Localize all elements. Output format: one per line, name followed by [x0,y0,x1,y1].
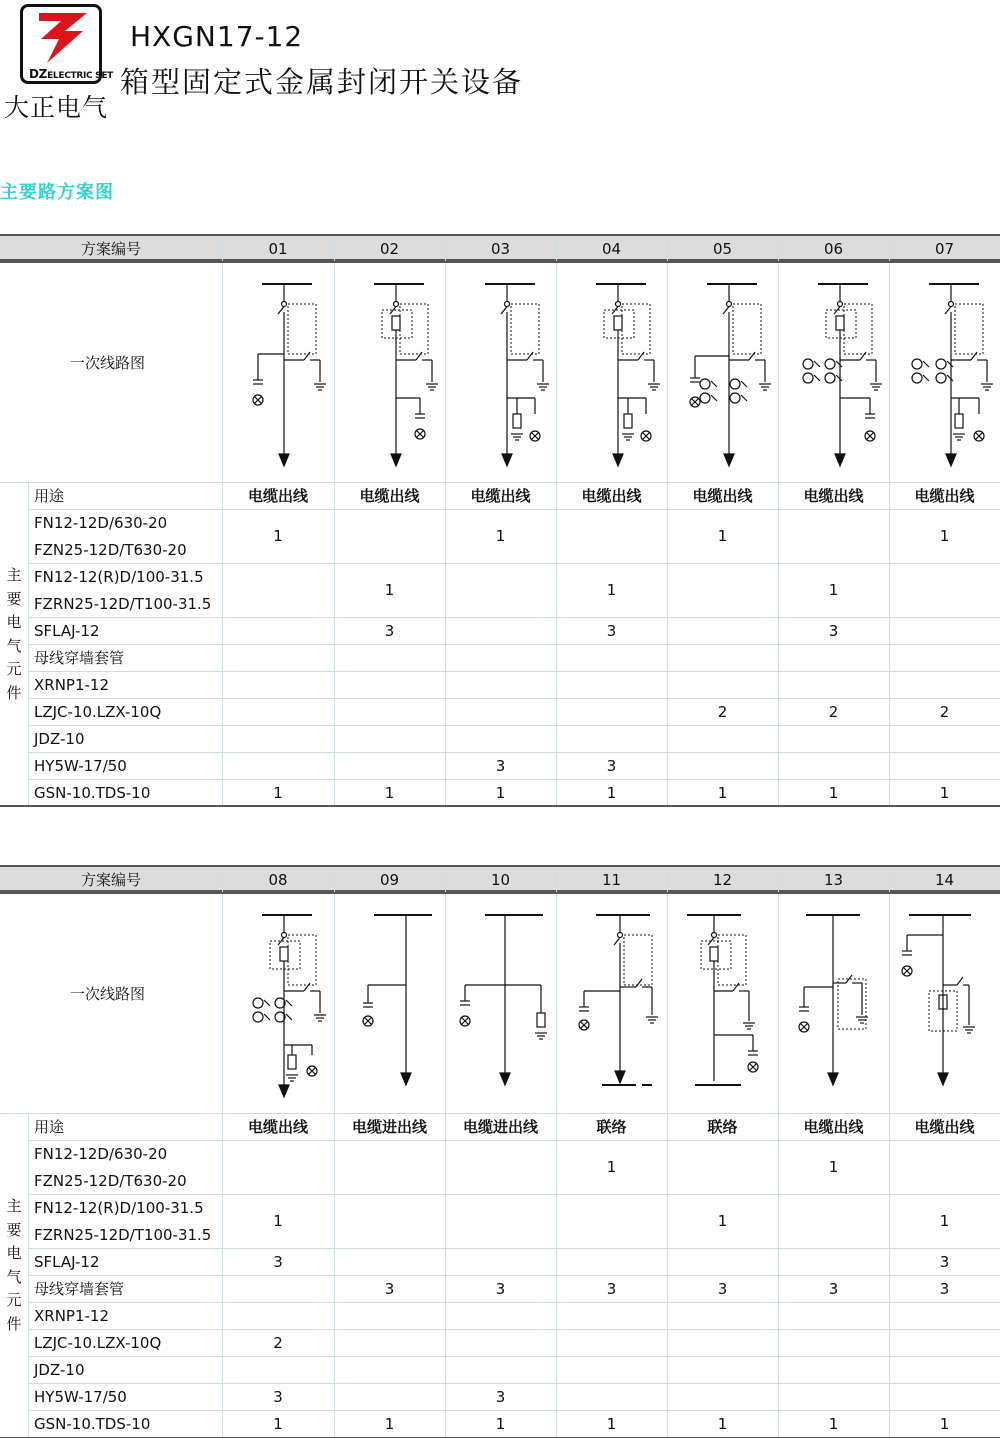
single-line-diagram-08 [222,895,332,1110]
table-header-row [0,234,1000,261]
component-count-muxian: 3 [495,1279,506,1298]
component-label: SFLAJ-12 [34,621,100,640]
brand-logo [4,4,116,122]
component-count-gsn: 1 [384,1414,395,1433]
single-line-diagram-07 [889,264,999,479]
component-count-sflaj: 3 [939,1252,950,1271]
component-count-gsn: 1 [717,783,728,802]
usage-cell: 电缆出线 [247,1118,308,1136]
component-count-fn12r: 1 [384,581,395,599]
usage-cell: 电缆进出线 [462,1118,538,1136]
component-label: FN12-12D/630-20 [34,513,168,532]
usage-cell: 电缆出线 [803,487,864,505]
usage-label: 用途 [34,487,65,505]
component-label: FN12-12D/630-20 [34,1144,168,1163]
scheme-number-10: 10 [490,870,511,889]
component-label: 母线穿墙套管 [34,649,125,667]
component-row-border [28,725,1000,726]
component-count-gsn: 1 [939,783,950,802]
single-line-diagram-09 [334,895,444,1110]
scheme-number-09: 09 [379,870,400,889]
logo-emblem [20,4,114,84]
usage-label: 用途 [34,1118,65,1136]
component-label: SFLAJ-12 [34,1252,100,1271]
main-components-char: 主 [6,1197,22,1215]
component-label: LZJC-10.LZX-10Q [34,702,162,721]
component-count-fn12: 1 [717,527,728,545]
component-label: LZJC-10.LZX-10Q [34,1333,162,1352]
component-count-lzjc: 2 [828,702,839,721]
component-row-border [28,644,1000,645]
usage-cell: 电缆出线 [247,487,308,505]
component-count-gsn: 1 [273,783,283,802]
single-line-diagram-13 [778,895,888,1110]
usage-cell: 电缆出线 [914,487,975,505]
component-count-muxian: 3 [828,1279,839,1298]
page-title-model: HXGN17-12 [130,20,304,53]
component-count-gsn: 1 [828,783,839,802]
scheme-number-header: 方案编号 [80,871,141,889]
main-components-label [4,564,24,705]
component-count-gsn: 1 [939,1414,950,1433]
main-components-char: 元 [6,660,22,678]
component-label: FZRN25-12D/T100-31.5 [34,1225,212,1244]
section-title: 主要路方案图 [0,182,114,203]
component-count-muxian: 3 [384,1279,395,1298]
component-row-border [28,1302,1000,1303]
component-count-gsn: 1 [495,1414,506,1433]
component-label: GSN-10.TDS-10 [34,783,151,802]
component-row-border [28,1356,1000,1357]
component-count-fn12: 1 [828,1158,839,1176]
component-count-hy5w: 3 [273,1387,283,1406]
usage-cell: 电缆出线 [470,487,531,505]
component-count-sflaj: 3 [384,621,395,640]
component-label: FZRN25-12D/T100-31.5 [34,594,212,613]
scheme-number-12: 12 [712,870,733,889]
single-line-diagram-06 [778,264,888,479]
page-title: 箱型固定式金属封闭开关设备 [120,65,524,99]
component-count-sflaj: 3 [273,1252,283,1271]
scheme-number-header: 方案编号 [80,240,141,258]
component-label: FZN25-12D/T630-20 [34,1171,187,1190]
component-count-gsn: 1 [828,1414,839,1433]
component-label: XRNP1-12 [34,1306,110,1325]
main-components-char: 件 [6,683,22,702]
main-components-char: 主 [6,566,22,584]
component-count-fn12: 1 [273,527,283,545]
component-count-lzjc: 2 [939,702,950,721]
component-count-gsn: 1 [606,783,617,802]
component-count-gsn: 1 [717,1414,728,1433]
diagram-row-top-border [0,261,1000,263]
main-components-label [4,1195,24,1336]
scheme-number-05: 05 [712,239,733,258]
component-count-sflaj: 3 [828,621,839,640]
main-components-char: 件 [6,1314,22,1333]
component-count-fn12: 1 [495,527,506,545]
scheme-number-13: 13 [823,870,844,889]
main-components-char: 电 [6,1244,22,1262]
main-components-char: 气 [6,636,22,655]
scheme-table-1 [0,234,1000,806]
component-count-muxian: 3 [606,1279,617,1298]
component-count-muxian: 3 [939,1279,950,1298]
main-components-char: 气 [6,1267,22,1286]
component-row-border [28,671,1000,672]
usage-cell: 电缆出线 [692,487,753,505]
single-line-diagram-12 [667,895,777,1110]
scheme-number-07: 07 [934,239,955,258]
scheme-table-2 [0,865,1000,1438]
component-label: GSN-10.TDS-10 [34,1414,151,1433]
lightning-bolt-icon [25,7,101,65]
component-count-gsn: 1 [384,783,395,802]
usage-cell: 联络 [596,1118,627,1136]
component-count-fn12: 1 [606,1158,617,1176]
component-count-lzjc: 2 [717,702,728,721]
component-count-sflaj: 3 [606,621,617,640]
primary-diagram-label: 一次线路图 [70,354,146,372]
table-header-row [0,865,1000,892]
component-count-fn12r: 1 [606,581,617,599]
component-count-gsn: 1 [495,783,506,802]
component-label: JDZ-10 [34,1360,85,1379]
component-count-fn12r: 1 [828,581,839,599]
usage-cell: 电缆出线 [359,487,420,505]
single-line-diagram-02 [334,264,444,479]
single-line-diagram-05 [667,264,777,479]
component-label: FN12-12(R)D/100-31.5 [34,567,204,586]
logo-subtitle: DZELECTRIC SET [29,67,114,81]
component-row-border [28,1329,1000,1330]
component-count-gsn: 1 [606,1414,617,1433]
main-components-char: 要 [6,1220,22,1239]
scheme-number-02: 02 [379,239,400,258]
component-count-fn12: 1 [939,527,950,545]
scheme-number-04: 04 [601,239,622,258]
usage-cell: 电缆出线 [803,1118,864,1136]
component-count-fn12r: 1 [717,1212,728,1230]
component-count-lzjc: 2 [273,1333,283,1352]
component-count-gsn: 1 [273,1414,283,1433]
scheme-number-08: 08 [268,870,288,889]
single-line-diagram-10 [445,895,555,1110]
usage-cell: 电缆出线 [914,1118,975,1136]
usage-cell: 电缆出线 [581,487,642,505]
single-line-diagram-04 [556,264,666,479]
component-row-border [28,1194,1000,1195]
scheme-number-01: 01 [268,239,288,258]
brand-name: 大正电气 [4,93,109,122]
component-count-hy5w: 3 [606,756,617,775]
main-components-char: 要 [6,589,22,608]
component-row-border [28,1248,1000,1249]
scheme-number-03: 03 [490,239,511,258]
component-label: HY5W-17/50 [34,756,127,775]
component-count-muxian: 3 [717,1279,728,1298]
scheme-number-11: 11 [601,870,622,889]
single-line-diagram-11 [556,895,666,1110]
component-count-hy5w: 3 [495,1387,506,1406]
usage-cell: 电缆进出线 [351,1118,427,1136]
component-label: FZN25-12D/T630-20 [34,540,187,559]
component-label: JDZ-10 [34,729,85,748]
component-count-fn12r: 1 [939,1212,950,1230]
main-components-char: 电 [6,613,22,631]
single-line-diagram-01 [222,264,332,479]
single-line-diagram-14 [889,895,999,1110]
component-count-hy5w: 3 [495,756,506,775]
scheme-number-06: 06 [823,239,844,258]
component-count-fn12r: 1 [273,1212,283,1230]
scheme-number-14: 14 [934,870,955,889]
component-label: HY5W-17/50 [34,1387,127,1406]
usage-cell: 联络 [707,1118,738,1136]
component-label: XRNP1-12 [34,675,110,694]
component-label: FN12-12(R)D/100-31.5 [34,1198,204,1217]
main-components-char: 元 [6,1291,22,1309]
single-line-diagram-03 [445,264,555,479]
component-label: 母线穿墙套管 [34,1280,125,1298]
diagram-row-top-border [0,892,1000,894]
primary-diagram-label: 一次线路图 [70,985,146,1003]
